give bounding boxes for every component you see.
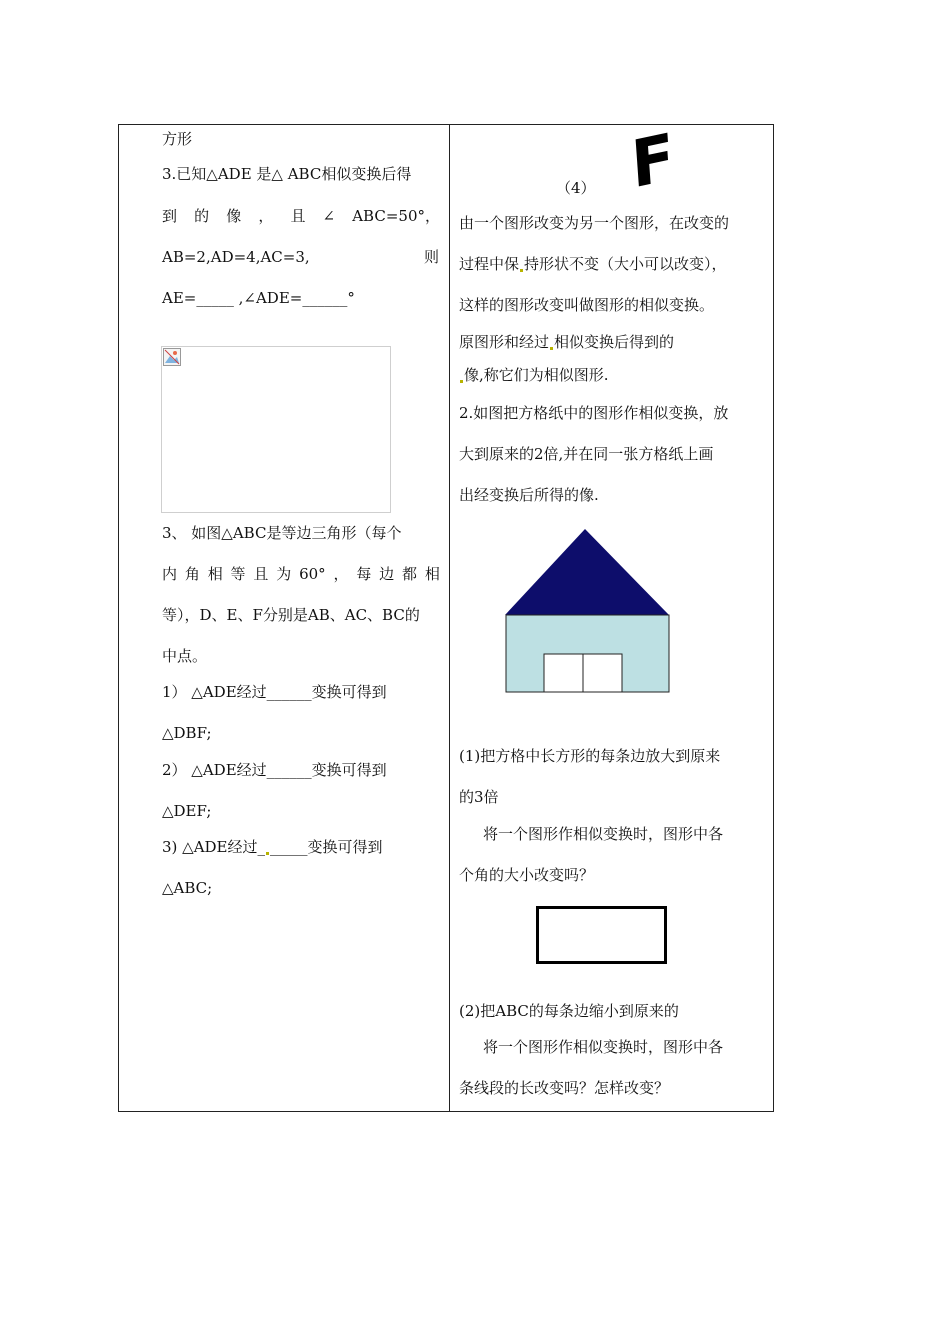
sub2-result: △DEF; [162,802,212,820]
s1-line4: 个角的大小改变吗？ [459,866,595,884]
column-divider [449,125,450,1111]
q3-line3: AB=2,AD=4,AC=3, [162,248,310,266]
s2-line3: 条线段的长改变吗？怎样改变？ [459,1079,670,1097]
sub2: 2） △ADE经过______变换可得到 [162,761,387,779]
definition-line3: 这样的图形改变叫做图形的相似变换。 [459,296,715,314]
house-figure [503,527,673,697]
figure-4-label: （4） [556,179,596,197]
definition-line2: 过程中保 持形状不变（大小可以改变）， [459,255,727,273]
p3-line2: 内 角 相 等 且 为 60° ， 每 边 都 相 [162,565,440,583]
sub3: 3) △ADE经过_ _____变换可得到 [162,838,383,856]
q2-line3: 出经变换后所得的像. [459,486,599,504]
text-square: 方形 [162,130,193,148]
definition-line4: 原图形和经过 相似变换后得到的 [459,333,675,351]
q3-line2: 到 的 像 ， 且 ∠ ABC=50°， [162,207,440,225]
broken-image-icon [163,348,181,366]
sub1-result: △DBF; [162,724,212,742]
worksheet-table [118,120,774,1112]
sub3-result: △ABC; [162,879,213,897]
s1-line2: 的3倍 [459,788,499,806]
s1-line1: (1)把方格中长方形的每条边放大到原来 [459,747,721,765]
p3-line1: 3、 如图△ABC是等边三角形（每个 [162,524,402,542]
s2-line2: 将一个图形作相似变换时，图形中各 [483,1038,724,1056]
sub1: 1） △ADE经过______变换可得到 [162,683,387,701]
definition-line1: 由一个图形改变为另一个图形，在改变的 [459,214,730,232]
house-door-left [544,654,583,692]
q3-answer-line: AE=_____ ,∠ADE=______° [162,289,355,307]
f-figure: F [629,120,678,204]
q2-line1: 2.如图把方格纸中的图形作相似变换，放 [459,404,729,422]
house-door-right [583,654,622,692]
q3-line3-end: 则 [424,248,440,266]
p3-line3: 等），D、E、F分别是AB、AC、BC的 [162,606,420,624]
q2-line2: 大到原来的2倍,并在同一张方格纸上画 [459,445,714,463]
definition-line5: 像,称它们为相似图形. [459,365,609,385]
rectangle-figure [536,906,667,964]
q3-title: 3.已知△ADE 是△ ABC相似变换后得 [162,165,412,183]
p3-line4: 中点。 [162,647,208,665]
house-roof [505,529,669,615]
s1-line3: 将一个图形作相似变换时，图形中各 [483,825,724,843]
s2-line1: (2)把ABC的每条边缩小到原来的 [459,1002,679,1020]
missing-image-frame [161,346,391,513]
